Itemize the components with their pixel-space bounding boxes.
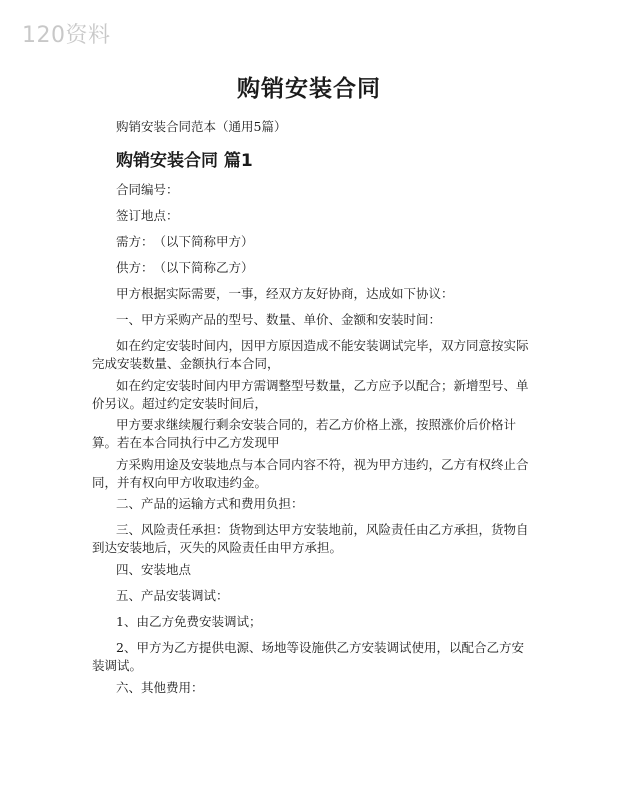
paragraph: 甲方根据实际需要，一事，经双方友好协商，达成如下协议：	[116, 286, 454, 301]
paragraph: 方采购用途及安装地点与本合同内容不符，视为甲方违约，乙方有权终止合同，并有权向甲方收取违约金。	[92, 457, 529, 490]
list-item: 1、由乙方免费安装调试；	[116, 614, 262, 629]
watermark: 120资料	[22, 23, 111, 48]
section-heading: 购销安装合同 篇1	[116, 151, 253, 171]
signing-place-line: 签订地点：	[116, 208, 179, 223]
contract-number-line: 合同编号：	[116, 182, 179, 197]
list-item: 2、甲方为乙方提供电源、场地等设施供乙方安装调试使用，以配合乙方安装调试。	[92, 640, 524, 673]
clause-heading: 四、安装地点	[116, 562, 192, 577]
paragraph: 甲方要求继续履行剩余安装合同的，若乙方价格上涨，按照涨价后价格计算。若在本合同执行中乙方发现甲	[92, 417, 517, 450]
document-title: 购销安装合同	[237, 76, 381, 102]
clause-heading: 六、其他费用：	[116, 680, 204, 695]
paragraph: 如在约定安装时间内甲方需调整型号数量，乙方应予以配合；新增型号、单价另议。超过约定安装时间后，	[92, 378, 529, 411]
paragraph: 如在约定安装时间内，因甲方原因造成不能安装调试完毕，双方同意按实际完成安装数量、金额执行本合同，	[92, 338, 529, 371]
clause-heading: 二、产品的运输方式和费用负担：	[116, 496, 304, 511]
clause-heading: 一、甲方采购产品的型号、数量、单价、金额和安装时间：	[116, 312, 442, 327]
buyer-line: 需方： （以下简称甲方）	[116, 234, 254, 249]
paragraph: 三、风险责任承担：货物到达甲方安装地前，风险责任由乙方承担，货物自到达安装地后，灭失的风险责任由甲方承担。	[92, 522, 529, 555]
supplier-line: 供方： （以下简称乙方）	[116, 260, 254, 275]
clause-heading: 五、产品安装调试：	[116, 588, 229, 603]
document-subtitle: 购销安装合同范本（通用5篇）	[116, 119, 287, 134]
